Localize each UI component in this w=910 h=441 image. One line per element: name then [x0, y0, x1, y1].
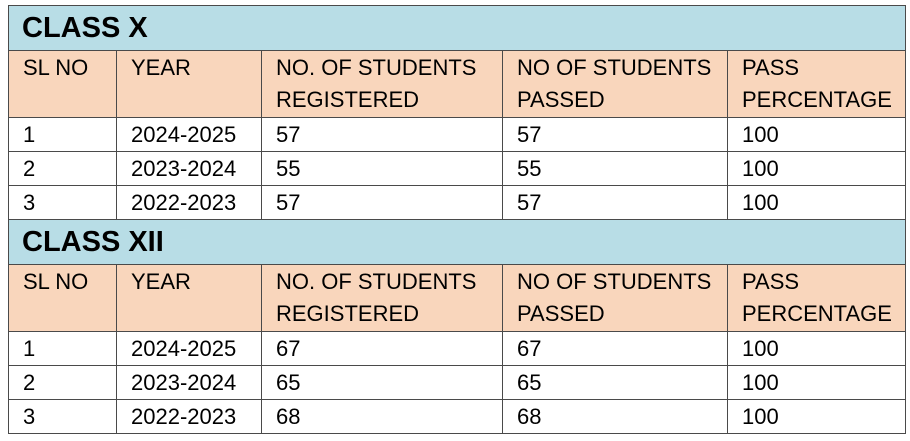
header-sl-no	[9, 265, 117, 332]
cell-sl-no: 1	[9, 118, 117, 152]
cell-students-passed: 55	[503, 152, 728, 186]
cell-pass-percentage: 100	[728, 332, 906, 366]
header-row	[9, 265, 906, 332]
cell-students-passed: 57	[503, 186, 728, 220]
cell-year: 2023-2024	[117, 152, 262, 186]
cell-sl-no: 2	[9, 152, 117, 186]
table-row	[9, 400, 906, 434]
header-line: PASS	[742, 55, 800, 80]
results-table	[8, 5, 906, 434]
header-year	[117, 265, 262, 332]
header-pass-percentage	[728, 265, 906, 332]
cell-students-registered: 68	[262, 400, 503, 434]
header-line: SL NO	[23, 55, 89, 80]
section-title: CLASS X	[9, 6, 906, 51]
cell-students-registered: 57	[262, 118, 503, 152]
cell-year: 2022-2023	[117, 400, 262, 434]
header-students-passed	[503, 265, 728, 332]
cell-year: 2023-2024	[117, 366, 262, 400]
header-line: YEAR	[131, 269, 191, 294]
cell-students-registered: 65	[262, 366, 503, 400]
header-line: NO OF STUDENTS	[517, 55, 712, 80]
cell-students-registered: 55	[262, 152, 503, 186]
cell-pass-percentage: 100	[728, 366, 906, 400]
header-students-registered	[262, 265, 503, 332]
header-sl-no	[9, 51, 117, 118]
cell-pass-percentage: 100	[728, 400, 906, 434]
header-row	[9, 51, 906, 118]
cell-year: 2024-2025	[117, 118, 262, 152]
section-title: CLASS XII	[9, 220, 906, 265]
cell-students-passed: 65	[503, 366, 728, 400]
table-row	[9, 366, 906, 400]
table-row	[9, 118, 906, 152]
table-row	[9, 152, 906, 186]
cell-students-passed: 67	[503, 332, 728, 366]
cell-sl-no: 2	[9, 366, 117, 400]
cell-students-passed: 57	[503, 118, 728, 152]
header-line: REGISTERED	[276, 87, 420, 112]
cell-students-passed: 68	[503, 400, 728, 434]
header-line: NO. OF STUDENTS	[276, 55, 477, 80]
header-line: PASSED	[517, 87, 605, 112]
cell-year: 2022-2023	[117, 186, 262, 220]
section-title-row	[9, 220, 906, 265]
cell-year: 2024-2025	[117, 332, 262, 366]
header-line: SL NO	[23, 269, 89, 294]
cell-students-registered: 57	[262, 186, 503, 220]
cell-pass-percentage: 100	[728, 118, 906, 152]
cell-sl-no: 3	[9, 400, 117, 434]
header-students-registered	[262, 51, 503, 118]
header-students-passed	[503, 51, 728, 118]
header-line: YEAR	[131, 55, 191, 80]
header-line: PERCENTAGE	[742, 87, 892, 112]
header-line: NO OF STUDENTS	[517, 269, 712, 294]
cell-pass-percentage: 100	[728, 186, 906, 220]
header-line: PERCENTAGE	[742, 301, 892, 326]
header-pass-percentage	[728, 51, 906, 118]
cell-students-registered: 67	[262, 332, 503, 366]
cell-pass-percentage: 100	[728, 152, 906, 186]
table-row	[9, 186, 906, 220]
table-row	[9, 332, 906, 366]
cell-sl-no: 1	[9, 332, 117, 366]
header-line: REGISTERED	[276, 301, 420, 326]
section-title-row	[9, 6, 906, 51]
header-line: NO. OF STUDENTS	[276, 269, 477, 294]
header-line: PASSED	[517, 301, 605, 326]
header-year	[117, 51, 262, 118]
cell-sl-no: 3	[9, 186, 117, 220]
header-line: PASS	[742, 269, 800, 294]
